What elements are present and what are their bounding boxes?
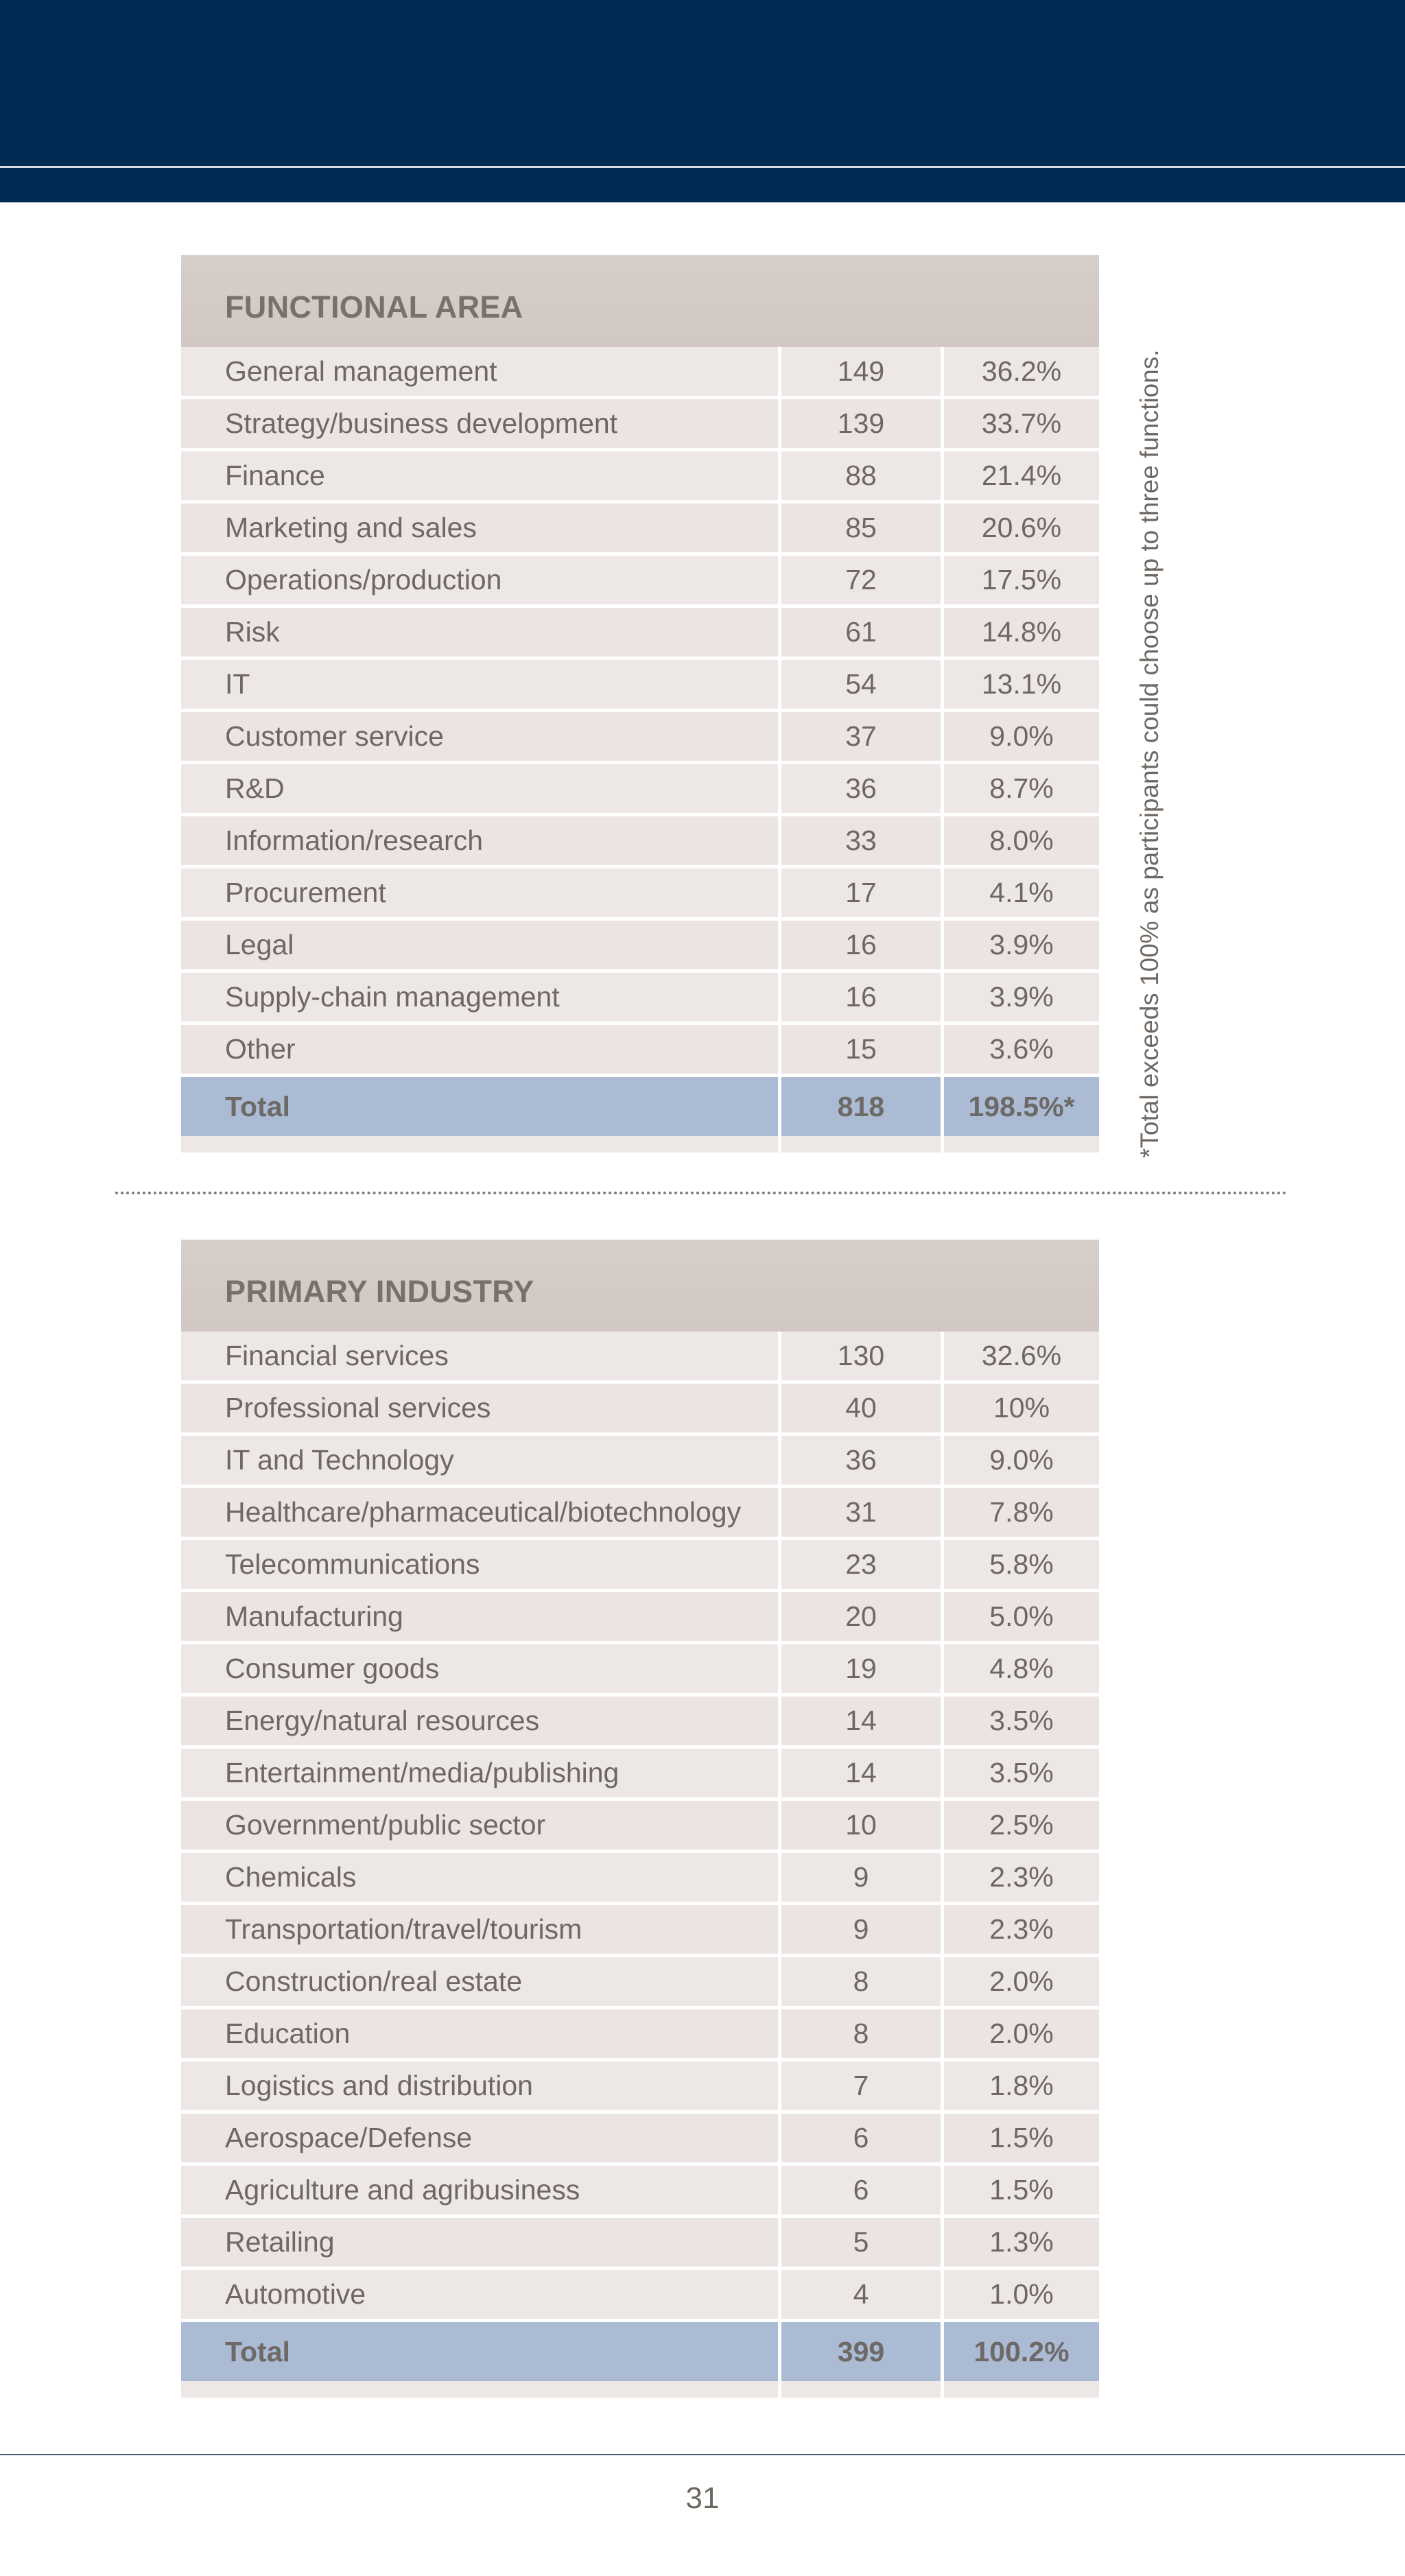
table-row	[181, 608, 1099, 657]
row-percent: 2.5%	[944, 1801, 1099, 1850]
row-percent: 7.8%	[944, 1488, 1099, 1537]
row-percent: 2.0%	[944, 2009, 1099, 2058]
row-label: IT and Technology	[181, 1436, 778, 1485]
table-row	[181, 921, 1099, 969]
table-row	[181, 1384, 1099, 1432]
row-percent: 2.0%	[944, 1957, 1099, 2006]
table-row	[181, 2218, 1099, 2267]
row-percent: 3.9%	[944, 973, 1099, 1021]
table-row	[181, 1697, 1099, 1745]
total-row	[181, 1077, 1099, 1136]
table-row	[181, 1644, 1099, 1693]
table-footer-strip	[181, 2381, 1099, 2398]
row-label: Manufacturing	[181, 1592, 778, 1641]
table-row	[181, 1749, 1099, 1797]
footnote: *Total exceeds 100% as participants could choose up to three functions.	[1135, 349, 1164, 1158]
row-count: 33	[781, 816, 941, 865]
row-count: 16	[781, 921, 941, 969]
table-row	[181, 2166, 1099, 2214]
table-row	[181, 1025, 1099, 1074]
header-rule	[0, 166, 1405, 168]
row-count: 17	[781, 868, 941, 917]
row-label: Automotive	[181, 2270, 778, 2319]
footer-rule	[0, 2454, 1405, 2455]
row-label: Marketing and sales	[181, 504, 778, 552]
row-count: 149	[781, 347, 941, 396]
row-label: R&D	[181, 764, 778, 813]
row-count: 14	[781, 1749, 941, 1797]
row-percent: 3.5%	[944, 1749, 1099, 1797]
table-row	[181, 868, 1099, 917]
row-label: Risk	[181, 608, 778, 657]
row-label: Aerospace/Defense	[181, 2114, 778, 2162]
row-percent: 5.8%	[944, 1540, 1099, 1589]
row-count: 6	[781, 2166, 941, 2214]
row-percent: 21.4%	[944, 451, 1099, 500]
table-row	[181, 660, 1099, 709]
table-row	[181, 1332, 1099, 1380]
row-label: Education	[181, 2009, 778, 2058]
row-percent: 9.0%	[944, 712, 1099, 761]
table-header	[181, 1240, 1099, 1332]
total-count: 818	[781, 1077, 941, 1136]
table-row	[181, 1592, 1099, 1641]
row-label: Supply-chain management	[181, 973, 778, 1021]
row-count: 19	[781, 1644, 941, 1693]
row-count: 20	[781, 1592, 941, 1641]
row-percent: 10%	[944, 1384, 1099, 1432]
row-percent: 8.0%	[944, 816, 1099, 865]
table-row	[181, 1801, 1099, 1850]
row-percent: 1.5%	[944, 2114, 1099, 2162]
row-percent: 3.5%	[944, 1697, 1099, 1745]
row-percent: 3.6%	[944, 1025, 1099, 1074]
row-label: Information/research	[181, 816, 778, 865]
row-label: Other	[181, 1025, 778, 1074]
table-row	[181, 1436, 1099, 1485]
table-row	[181, 399, 1099, 448]
functional-area-table	[181, 255, 1099, 1153]
row-percent: 1.0%	[944, 2270, 1099, 2319]
row-label: Strategy/business development	[181, 399, 778, 448]
row-count: 8	[781, 2009, 941, 2058]
row-percent: 32.6%	[944, 1332, 1099, 1380]
table-row	[181, 712, 1099, 761]
row-count: 10	[781, 1801, 941, 1850]
row-count: 36	[781, 764, 941, 813]
table-body	[181, 1332, 1099, 2319]
table-footer-strip	[181, 1136, 1099, 1153]
row-percent: 17.5%	[944, 556, 1099, 604]
total-label: Total	[181, 1077, 778, 1136]
row-count: 14	[781, 1697, 941, 1745]
table-row	[181, 764, 1099, 813]
row-label: Entertainment/media/publishing	[181, 1749, 778, 1797]
row-count: 139	[781, 399, 941, 448]
row-percent: 3.9%	[944, 921, 1099, 969]
row-percent: 33.7%	[944, 399, 1099, 448]
table-row	[181, 973, 1099, 1021]
table-row	[181, 816, 1099, 865]
row-percent: 1.8%	[944, 2061, 1099, 2110]
row-label: Procurement	[181, 868, 778, 917]
row-label: IT	[181, 660, 778, 709]
row-count: 4	[781, 2270, 941, 2319]
table-title: PRIMARY INDUSTRY	[225, 1274, 534, 1309]
total-label: Total	[181, 2322, 778, 2381]
row-count: 36	[781, 1436, 941, 1485]
table-row	[181, 1905, 1099, 1954]
row-count: 16	[781, 973, 941, 1021]
row-label: Logistics and distribution	[181, 2061, 778, 2110]
row-label: Chemicals	[181, 1853, 778, 1902]
table-row	[181, 556, 1099, 604]
row-label: Retailing	[181, 2218, 778, 2267]
row-count: 40	[781, 1384, 941, 1432]
row-count: 8	[781, 1957, 941, 2006]
row-count: 88	[781, 451, 941, 500]
row-count: 7	[781, 2061, 941, 2110]
row-percent: 2.3%	[944, 1905, 1099, 1954]
row-percent: 4.1%	[944, 868, 1099, 917]
row-count: 15	[781, 1025, 941, 1074]
table-row	[181, 1540, 1099, 1589]
row-count: 85	[781, 504, 941, 552]
row-count: 37	[781, 712, 941, 761]
table-row	[181, 347, 1099, 396]
row-count: 9	[781, 1905, 941, 1954]
total-row	[181, 2322, 1099, 2381]
row-label: Government/public sector	[181, 1801, 778, 1850]
row-count: 72	[781, 556, 941, 604]
table-header	[181, 255, 1099, 347]
table-row	[181, 451, 1099, 500]
row-label: Telecommunications	[181, 1540, 778, 1589]
table-body	[181, 347, 1099, 1074]
row-label: Consumer goods	[181, 1644, 778, 1693]
table-title: FUNCTIONAL AREA	[225, 289, 523, 324]
row-count: 5	[781, 2218, 941, 2267]
primary-industry-table	[181, 1240, 1099, 2398]
table-row	[181, 2114, 1099, 2162]
page-number: 31	[685, 2481, 720, 2515]
row-label: Construction/real estate	[181, 1957, 778, 2006]
row-count: 54	[781, 660, 941, 709]
table-row	[181, 1488, 1099, 1537]
table-row	[181, 1957, 1099, 2006]
row-count: 9	[781, 1853, 941, 1902]
row-percent: 2.3%	[944, 1853, 1099, 1902]
row-percent: 1.5%	[944, 2166, 1099, 2214]
row-count: 23	[781, 1540, 941, 1589]
row-label: Healthcare/pharmaceutical/biotechnology	[181, 1488, 778, 1537]
total-percent: 100.2%	[944, 2322, 1099, 2381]
row-count: 6	[781, 2114, 941, 2162]
row-percent: 8.7%	[944, 764, 1099, 813]
row-percent: 14.8%	[944, 608, 1099, 657]
row-label: Customer service	[181, 712, 778, 761]
row-label: Transportation/travel/tourism	[181, 1905, 778, 1954]
row-count: 61	[781, 608, 941, 657]
row-percent: 20.6%	[944, 504, 1099, 552]
row-label: General management	[181, 347, 778, 396]
table-row	[181, 2061, 1099, 2110]
row-count: 130	[781, 1332, 941, 1380]
table-row	[181, 2270, 1099, 2319]
total-count: 399	[781, 2322, 941, 2381]
row-label: Finance	[181, 451, 778, 500]
total-percent: 198.5%*	[944, 1077, 1099, 1136]
row-count: 31	[781, 1488, 941, 1537]
section-divider	[115, 1192, 1287, 1194]
row-label: Agriculture and agribusiness	[181, 2166, 778, 2214]
table-row	[181, 2009, 1099, 2058]
row-percent: 36.2%	[944, 347, 1099, 396]
row-percent: 9.0%	[944, 1436, 1099, 1485]
table-row	[181, 504, 1099, 552]
row-percent: 5.0%	[944, 1592, 1099, 1641]
row-label: Energy/natural resources	[181, 1697, 778, 1745]
row-percent: 4.8%	[944, 1644, 1099, 1693]
page-header-band	[0, 0, 1405, 202]
row-label: Legal	[181, 921, 778, 969]
row-label: Financial services	[181, 1332, 778, 1380]
row-percent: 13.1%	[944, 660, 1099, 709]
row-label: Operations/production	[181, 556, 778, 604]
row-percent: 1.3%	[944, 2218, 1099, 2267]
row-label: Professional services	[181, 1384, 778, 1432]
table-row	[181, 1853, 1099, 1902]
